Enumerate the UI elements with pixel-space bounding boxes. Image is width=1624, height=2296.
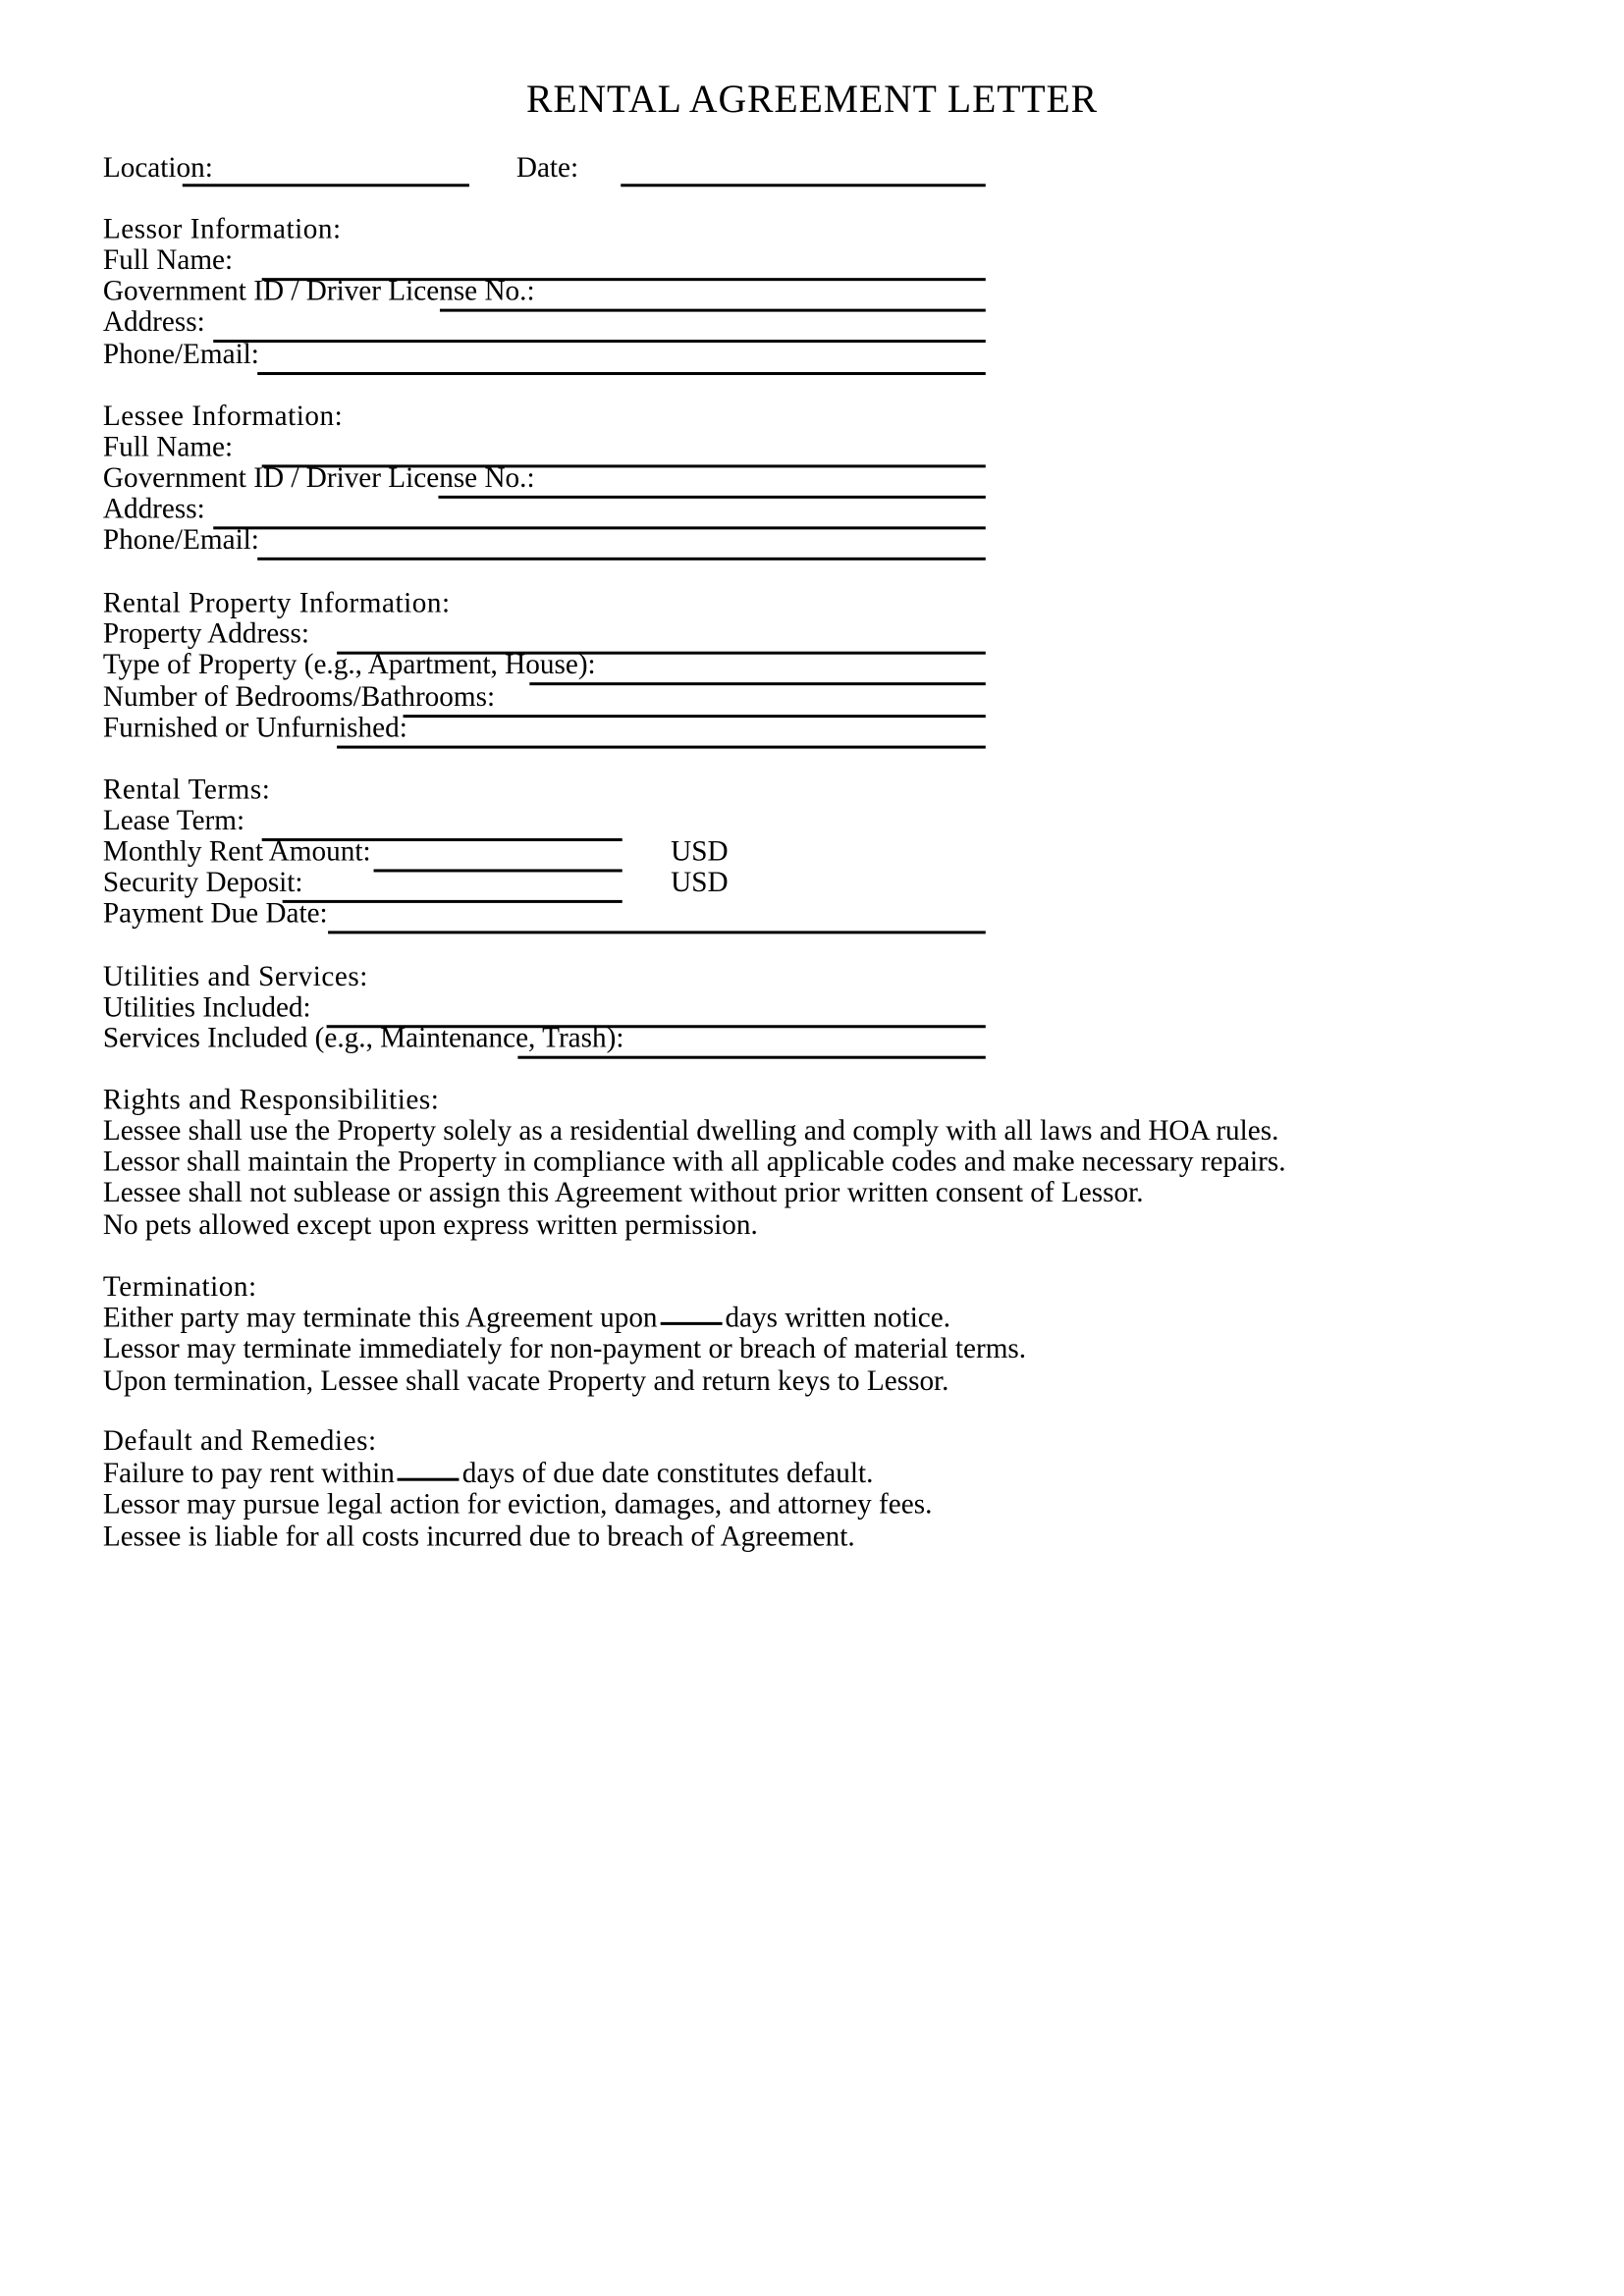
monthly-rent-input-rule[interactable] <box>374 869 623 872</box>
lessee-gov-id-label: Government ID / Driver License No.: <box>102 462 535 495</box>
property-address-label: Property Address: <box>102 618 310 651</box>
security-deposit-label: Security Deposit: <box>102 867 303 899</box>
default-grace-text-after: days of due date constitutes default. <box>461 1459 874 1490</box>
lessee-phone-email-input-rule[interactable] <box>257 558 986 561</box>
lessor-gov-id-input-rule[interactable] <box>440 309 986 312</box>
property-furnished-input-rule[interactable] <box>337 746 986 749</box>
termination-line-1 <box>103 1303 950 1333</box>
rental-terms-heading: Rental Terms: <box>102 774 271 807</box>
rights-line-4: No pets allowed except upon express written permission. <box>102 1210 758 1242</box>
location-input-rule[interactable] <box>183 184 469 187</box>
lessee-phone-email-label: Phone/Email: <box>102 524 259 557</box>
property-type-label: Type of Property (e.g., Apartment, House): <box>102 650 596 681</box>
termination-heading: Termination: <box>102 1271 257 1304</box>
lessee-full-name-label: Full Name: <box>102 432 234 463</box>
monthly-rent-label: Monthly Rent Amount: <box>102 836 371 868</box>
utilities-heading: Utilities and Services: <box>102 961 368 993</box>
lessor-gov-id-label: Government ID / Driver License No.: <box>102 276 535 308</box>
rights-line-2: Lessor shall maintain the Property in compliance with all applicable codes and make necessary repairs. <box>102 1147 1286 1179</box>
default-line-2: Lessor may pursue legal action for eviction, damages, and attorney fees. <box>102 1489 933 1522</box>
termination-notice-text-after: days written notice. <box>725 1303 951 1334</box>
payment-due-date-label: Payment Due Date: <box>102 898 328 930</box>
property-bedrooms-label: Number of Bedrooms/Bathrooms: <box>102 682 496 714</box>
lessor-address-input-rule[interactable] <box>213 340 986 343</box>
security-deposit-input-rule[interactable] <box>283 900 623 903</box>
lessor-full-name-label: Full Name: <box>102 245 234 277</box>
rights-line-1: Lessee shall use the Property solely as a residential dwelling and comply with all laws and HOA rules. <box>102 1116 1279 1148</box>
termination-notice-text-before: Either party may terminate this Agreement upon <box>102 1303 658 1334</box>
termination-line-2: Lessor may terminate immediately for non-payment or breach of material terms. <box>102 1333 1027 1365</box>
lessor-phone-email-label: Phone/Email: <box>102 340 259 371</box>
location-label: Location: <box>102 152 213 185</box>
lessee-gov-id-input-rule[interactable] <box>438 496 985 499</box>
default-remedies-heading: Default and Remedies: <box>102 1426 377 1458</box>
lessee-address-input-rule[interactable] <box>213 526 986 529</box>
monthly-rent-currency: USD <box>671 836 729 868</box>
services-included-input-rule[interactable] <box>517 1056 985 1059</box>
default-grace-text-before: Failure to pay rent within <box>102 1459 395 1490</box>
lessor-address-label: Address: <box>102 307 205 339</box>
rights-heading: Rights and Responsibilities: <box>102 1085 440 1117</box>
date-input-rule[interactable] <box>621 184 986 187</box>
termination-days-blank[interactable] <box>661 1322 723 1325</box>
lessor-heading: Lessor Information: <box>102 214 342 246</box>
page-title: RENTAL AGREEMENT LETTER <box>525 76 1099 121</box>
services-included-label: Services Included (e.g., Maintenance, Trash): <box>102 1023 624 1055</box>
payment-due-date-input-rule[interactable] <box>328 931 986 934</box>
property-type-input-rule[interactable] <box>529 682 985 685</box>
property-bedrooms-input-rule[interactable] <box>404 715 986 718</box>
rights-line-3: Lessee shall not sublease or assign this Agreement without prior written consent of Lessor. <box>102 1178 1144 1209</box>
default-line-1 <box>103 1459 874 1489</box>
utilities-included-label: Utilities Included: <box>102 992 311 1024</box>
default-line-3: Lessee is liable for all costs incurred due to breach of Agreement. <box>102 1522 855 1554</box>
lessor-phone-email-input-rule[interactable] <box>257 372 986 375</box>
lessee-address-label: Address: <box>102 494 205 525</box>
termination-line-3: Upon termination, Lessee shall vacate Property and return keys to Lessor. <box>102 1365 949 1398</box>
property-furnished-label: Furnished or Unfurnished: <box>102 713 407 745</box>
rental-property-heading: Rental Property Information: <box>102 588 451 619</box>
date-label: Date: <box>515 152 579 185</box>
default-days-blank[interactable] <box>398 1478 460 1481</box>
security-deposit-currency: USD <box>671 867 729 899</box>
lessee-heading: Lessee Information: <box>102 401 344 433</box>
lease-term-label: Lease Term: <box>102 806 245 837</box>
